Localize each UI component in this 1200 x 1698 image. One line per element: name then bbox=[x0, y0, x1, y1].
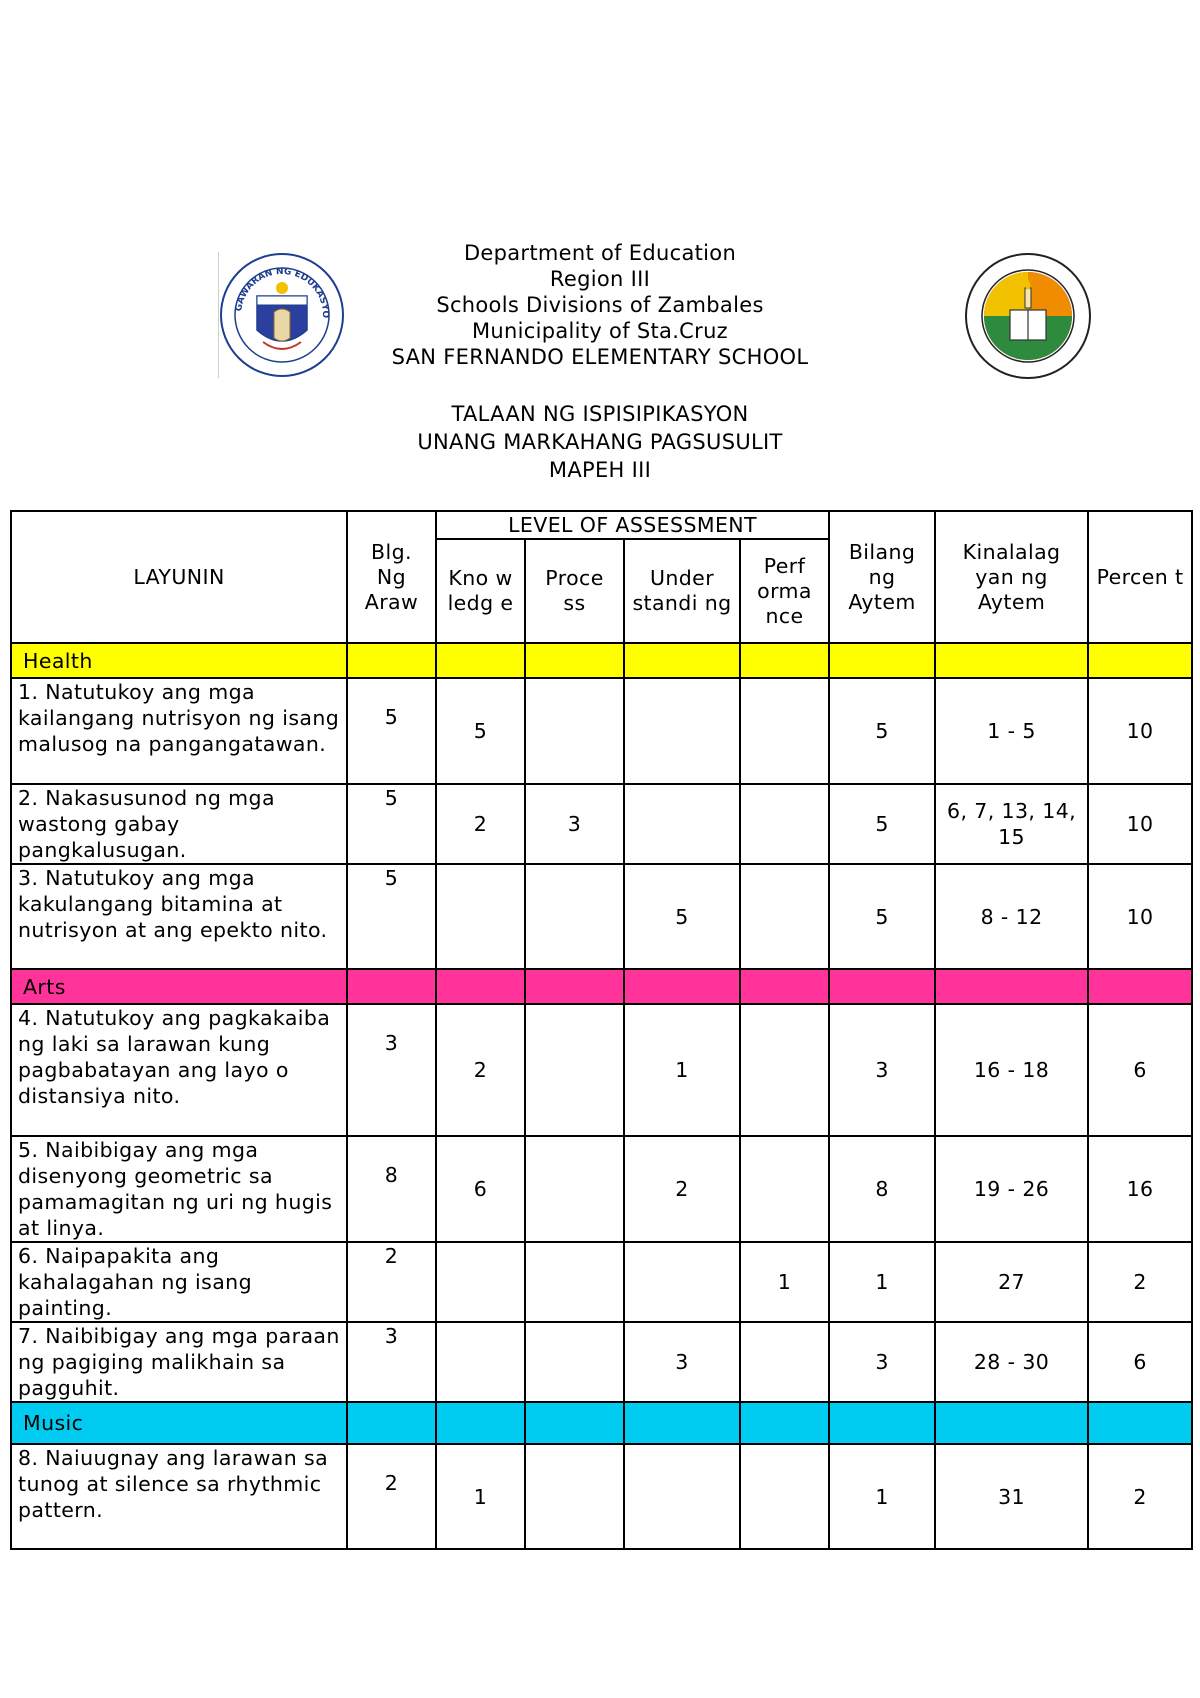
knowledge-cell bbox=[436, 864, 525, 969]
days-cell: 2 bbox=[347, 1242, 436, 1322]
table-row bbox=[11, 1004, 1192, 1136]
items-cell: 5 bbox=[829, 784, 935, 864]
understanding-cell bbox=[624, 1242, 740, 1322]
items-cell: 5 bbox=[829, 864, 935, 969]
placement-cell: 6, 7, 13, 14, 15 bbox=[935, 784, 1088, 864]
understanding-cell bbox=[624, 784, 740, 864]
percent-cell: 16 bbox=[1088, 1136, 1192, 1242]
objective-cell: 4. Natutukoy ang pagkakaiba ng laki sa larawan kung pagbabatayan ang layo o distansiya nito. bbox=[11, 1004, 347, 1136]
percent-cell: 2 bbox=[1088, 1444, 1192, 1549]
days-cell: 5 bbox=[347, 678, 436, 784]
items-cell: 3 bbox=[829, 1004, 935, 1136]
objective-cell: 5. Naibibigay ang mga disenyong geometric sa pamamagitan ng uri ng hugis at linya. bbox=[11, 1136, 347, 1242]
objective-cell: 7. Naibibigay ang mga paraan ng pagiging malikhain sa pagguhit. bbox=[11, 1322, 347, 1402]
understanding-cell bbox=[624, 678, 740, 784]
placement-cell: 31 bbox=[935, 1444, 1088, 1549]
specification-table bbox=[10, 510, 1193, 1550]
items-cell: 1 bbox=[829, 1444, 935, 1549]
header-knowledge: Kno w ledg e bbox=[436, 539, 525, 643]
percent-cell: 10 bbox=[1088, 678, 1192, 784]
performance-cell bbox=[740, 1136, 829, 1242]
understanding-cell: 3 bbox=[624, 1322, 740, 1402]
section-label-health: Health bbox=[11, 643, 347, 678]
understanding-cell: 1 bbox=[624, 1004, 740, 1136]
objective-cell: 2. Nakasusunod ng mga wastong gabay pangkalusugan. bbox=[11, 784, 347, 864]
percent-cell: 6 bbox=[1088, 1322, 1192, 1402]
header-bilang-ng-aytem: Bilang ng Aytem bbox=[829, 511, 935, 643]
objective-cell: 6. Naipapakita ang kahalagahan ng isang painting. bbox=[11, 1242, 347, 1322]
section-row-music bbox=[11, 1402, 1192, 1444]
section-label-music: Music bbox=[11, 1402, 347, 1444]
header-layunin: LAYUNIN bbox=[11, 511, 347, 643]
placement-cell: 19 - 26 bbox=[935, 1136, 1088, 1242]
title-line-2: UNANG MARKAHANG PAGSUSULIT bbox=[417, 430, 783, 454]
objective-cell: 1. Natutukoy ang mga kailangang nutrisyon ng isang malusog na pangangatawan. bbox=[11, 678, 347, 784]
header-understanding: Under standi ng bbox=[624, 539, 740, 643]
performance-cell bbox=[740, 1004, 829, 1136]
days-cell: 3 bbox=[347, 1322, 436, 1402]
header-line-division: Schools Divisions of Zambales bbox=[436, 293, 764, 317]
performance-cell bbox=[740, 1444, 829, 1549]
table-row bbox=[11, 784, 1192, 864]
table-row bbox=[11, 864, 1192, 969]
objective-cell: 3. Natutukoy ang mga kakulangang bitamina at nutrisyon at ang epekto nito. bbox=[11, 864, 347, 969]
items-cell: 5 bbox=[829, 678, 935, 784]
understanding-cell: 5 bbox=[624, 864, 740, 969]
days-cell: 3 bbox=[347, 1004, 436, 1136]
items-cell: 3 bbox=[829, 1322, 935, 1402]
process-cell: 3 bbox=[525, 784, 624, 864]
placement-cell: 16 - 18 bbox=[935, 1004, 1088, 1136]
process-cell bbox=[525, 1242, 624, 1322]
knowledge-cell: 1 bbox=[436, 1444, 525, 1549]
percent-cell: 6 bbox=[1088, 1004, 1192, 1136]
process-cell bbox=[525, 1322, 624, 1402]
table-row bbox=[11, 678, 1192, 784]
understanding-cell bbox=[624, 1444, 740, 1549]
days-cell: 5 bbox=[347, 864, 436, 969]
header-line-municipality: Municipality of Sta.Cruz bbox=[471, 319, 728, 343]
placement-cell: 1 - 5 bbox=[935, 678, 1088, 784]
table-row bbox=[11, 1322, 1192, 1402]
section-label-arts: Arts bbox=[11, 969, 347, 1004]
knowledge-cell: 6 bbox=[436, 1136, 525, 1242]
svg-text:KAGAWARAN NG EDUKASYON: GAWARAN NG EDUKASYO bbox=[234, 266, 331, 319]
performance-cell bbox=[740, 864, 829, 969]
table-row bbox=[11, 1136, 1192, 1242]
performance-cell: 1 bbox=[740, 1242, 829, 1322]
placement-cell: 27 bbox=[935, 1242, 1088, 1322]
title-line-3: MAPEH III bbox=[548, 458, 652, 482]
section-row-health bbox=[11, 643, 1192, 678]
placement-cell: 28 - 30 bbox=[935, 1322, 1088, 1402]
header-kinalalagyan: Kinalalag yan ng Aytem bbox=[935, 511, 1088, 643]
understanding-cell: 2 bbox=[624, 1136, 740, 1242]
performance-cell bbox=[740, 1322, 829, 1402]
items-cell: 8 bbox=[829, 1136, 935, 1242]
school-header bbox=[0, 240, 1200, 370]
percent-cell: 2 bbox=[1088, 1242, 1192, 1322]
percent-cell: 10 bbox=[1088, 864, 1192, 969]
title-line-1: TALAAN NG ISPISIPIKASYON bbox=[451, 402, 749, 426]
days-cell: 2 bbox=[347, 1444, 436, 1549]
header-blg-ng-araw: Blg. Ng Araw bbox=[347, 511, 436, 643]
header-line-school: SAN FERNANDO ELEMENTARY SCHOOL bbox=[391, 345, 809, 369]
section-row-arts bbox=[11, 969, 1192, 1004]
knowledge-cell: 2 bbox=[436, 784, 525, 864]
placement-cell: 8 - 12 bbox=[935, 864, 1088, 969]
days-cell: 8 bbox=[347, 1136, 436, 1242]
performance-cell bbox=[740, 784, 829, 864]
header-level-of-assessment: LEVEL OF ASSESSMENT bbox=[436, 511, 829, 539]
process-cell bbox=[525, 1444, 624, 1549]
days-cell: 5 bbox=[347, 784, 436, 864]
header-line-region: Region III bbox=[549, 267, 651, 291]
percent-cell: 10 bbox=[1088, 784, 1192, 864]
header-performance: Perf orma nce bbox=[740, 539, 829, 643]
knowledge-cell: 5 bbox=[436, 678, 525, 784]
objective-cell: 8. Naiuugnay ang larawan sa tunog at silence sa rhythmic pattern. bbox=[11, 1444, 347, 1549]
table-row bbox=[11, 1242, 1192, 1322]
items-cell: 1 bbox=[829, 1242, 935, 1322]
process-cell bbox=[525, 1004, 624, 1136]
header-percent: Percen t bbox=[1088, 511, 1192, 643]
knowledge-cell: 2 bbox=[436, 1004, 525, 1136]
process-cell bbox=[525, 864, 624, 969]
header-process: Proce ss bbox=[525, 539, 624, 643]
performance-cell bbox=[740, 678, 829, 784]
knowledge-cell bbox=[436, 1322, 525, 1402]
knowledge-cell bbox=[436, 1242, 525, 1322]
document-title bbox=[0, 400, 1200, 484]
table-row bbox=[11, 1444, 1192, 1549]
process-cell bbox=[525, 678, 624, 784]
process-cell bbox=[525, 1136, 624, 1242]
header-line-department: Department of Education bbox=[463, 241, 737, 265]
